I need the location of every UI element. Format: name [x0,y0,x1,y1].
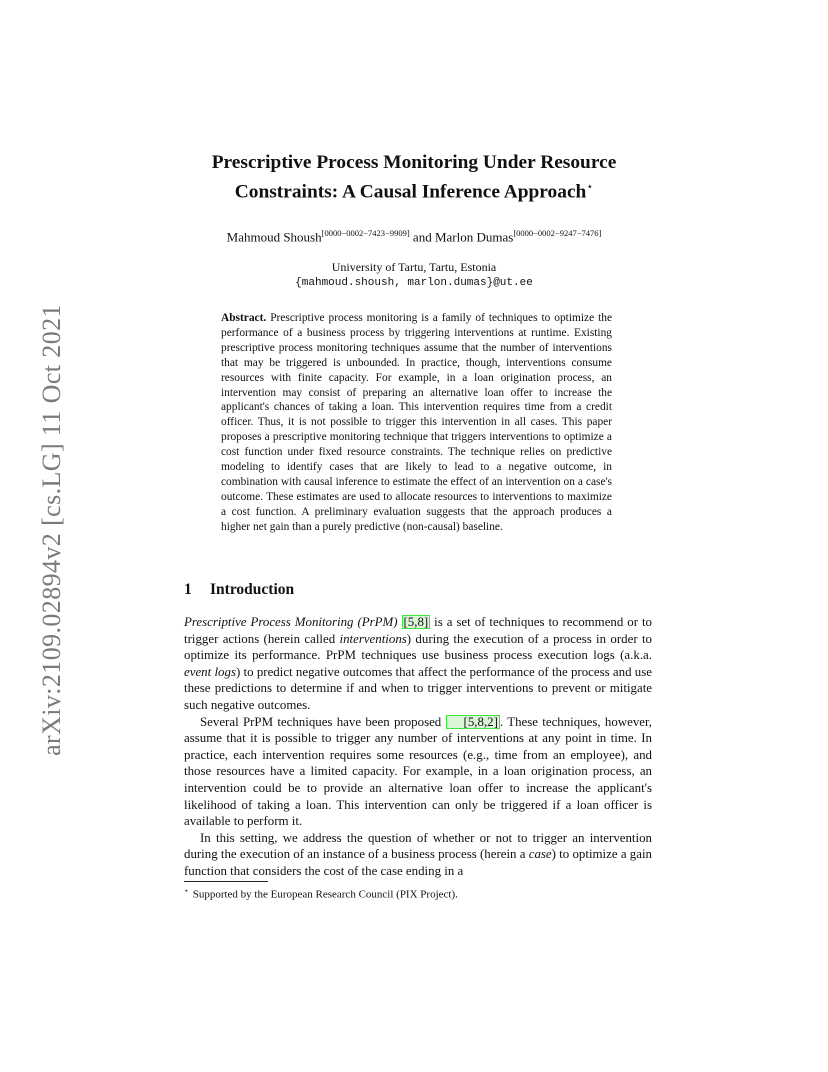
footnote-rule [184,881,268,882]
section-heading [184,581,294,599]
paragraph-text: Several PrPM techniques have been proposed [200,714,446,729]
introduction-body [184,614,652,880]
arxiv-identifier: arXiv:2109.02894v2 [cs.LG] 11 Oct 2021 [37,304,66,756]
paragraph-text: ) to optimize a gain function that considers the cost of the case ending in a [184,847,652,878]
author-name: Marlon Dumas [434,229,514,245]
paragraph-text: ) to predict negative outcomes that affect the performance of the process and use these predictions to determine if and when to trigger interventions to prevent or mitigate such negative outcomes. [184,664,652,712]
paragraph-text: is a set of techniques to recommend or to trigger actions (herein called [184,615,652,646]
emphasis-term: interventions [339,631,407,646]
author-orcid: [0000−0002−7423−9909] [321,228,410,238]
title-footnote-star: ⋆ [586,181,594,193]
paragraph-text: In this setting, we address the question of whether or not to trigger an intervention during the execution of an instance of a business process (herein a [184,830,652,862]
section-title: Introduction [210,581,295,598]
citation-link[interactable]: [5,8] [403,615,429,629]
paragraph [184,830,652,880]
paragraph-text: ) during the execution of a process in order to optimize its performance. PrPM techniques use business process execution logs (a.k.a. [184,631,652,663]
paragraph [184,714,652,830]
author-orcid: [0000−0002−9247−7476] [513,228,602,238]
paragraph-text: . These techniques, however, assume that it is possible to trigger any number of interventions at any point in time. In practice, each intervention requires some resources (e.g., time from an employee), and those resources have a limited capacity. For example, in a loan origination process, an intervention could be to provide an alternative loan offer to increase the applicant's likelihood of taking a loan. This intervention can only be triggered if a loan officer is available to perform it. [184,714,652,829]
title-line-2-text: Constraints: A Causal Inference Approach [234,181,587,203]
abstract-label: Abstract. [221,312,267,324]
abstract [221,311,612,535]
section-number: 1 [184,581,192,598]
footnote-star: ⋆ [184,886,189,895]
author-list [120,228,708,245]
title-line-2 [150,175,678,204]
author-name: Mahmoud Shoush [226,229,322,245]
footnote-text: Supported by the European Research Council (PIX Project). [192,888,458,901]
author-conjunction: and [409,229,435,245]
footnote [184,886,458,901]
citation-link[interactable]: [5,8,2] [446,715,500,729]
paragraph [184,614,652,714]
institution: University of Tartu, Tartu, Estonia [331,260,497,274]
emphasis-term: event logs [184,664,236,679]
abstract-text: Prescriptive process monitoring is a family of techniques to optimize the performance of a business process by triggering interventions at runtime. Existing prescriptive process monitoring techniques assume that the number of interventions that may be triggered is unbounded. In practice, though, interventions consume resources with finite capacity. For example, in a loan origination process, an intervention may consist of preparing an alternative loan offer to increase the applicant's chances of taking a loan. This intervention requires time from a credit officer. Thus, it is not possible to trigger this intervention in all cases. This paper proposes a prescriptive monitoring technique that triggers interventions to optimize a cost function under fixed resource constraints. The technique relies on predictive modeling to identify cases that are likely to lead to a negative outcome, in combination with causal inference to estimate the effect of an intervention on a case's outcome. These estimates are used to allocate resources to interventions to maximize a cost function. A preliminary evaluation suggests that the approach produces a higher net gain than a purely predictive (non-causal) baseline. [221,312,612,533]
author-emails: {mahmoud.shoush, marlon.dumas}@ut.ee [295,277,533,289]
title-line-1: Prescriptive Process Monitoring Under Resource [211,152,617,173]
emphasis-term: Prescriptive Process Monitoring (PrPM) [184,615,398,629]
affiliation [150,259,678,291]
emphasis-term: case [528,847,552,862]
paper-title [150,150,678,204]
